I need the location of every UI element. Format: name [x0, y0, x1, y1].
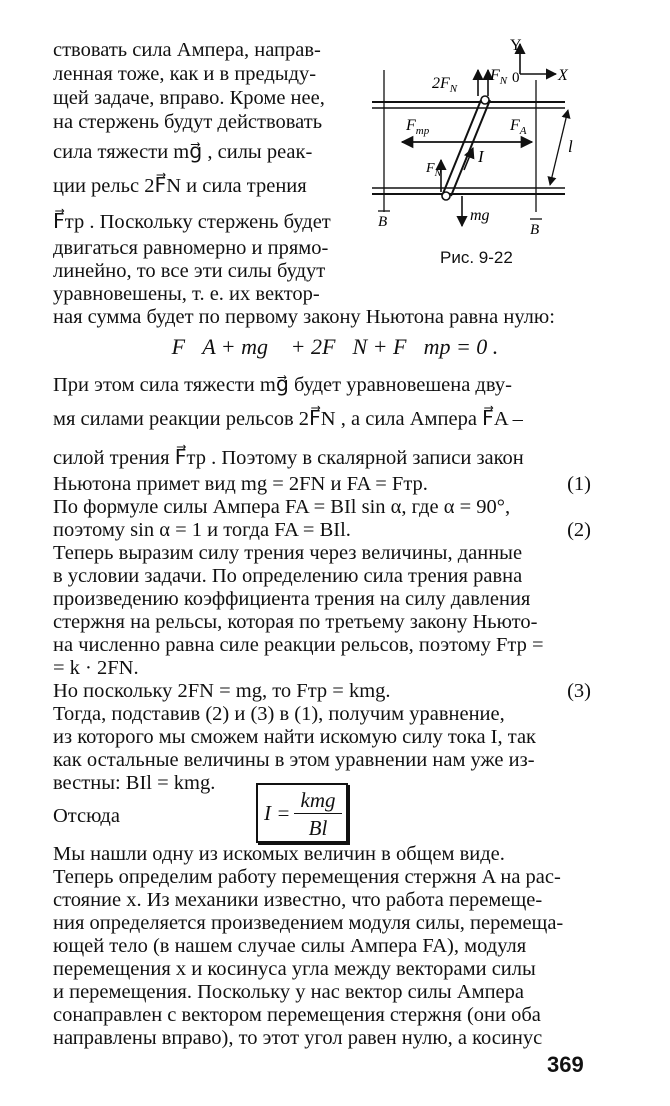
text-line: Ньютона примет вид mg = 2FN и FA = Fтр. (1) — [53, 473, 591, 495]
result-denominator: Bl — [308, 816, 328, 840]
text-line: Мы нашли одну из искомых величин в общем виде. — [53, 843, 505, 865]
text-line: линейно, то все эти силы будут — [53, 260, 326, 282]
text-line: из которого мы сможем найти искомую силу тока I, так — [53, 726, 537, 748]
text-line: ющей тело (в нашем случае силы Ампера FA), модуля — [53, 935, 527, 957]
x-axis-label: X — [558, 67, 568, 84]
fraction-bar — [294, 813, 342, 814]
b-right-label: B — [530, 222, 540, 238]
text-line: произведению коэффициента трения на силу давления — [53, 588, 531, 610]
text-line: вестны: BIl = kmg. — [53, 772, 216, 794]
text-line: При этом сила тяжести mg⃗ будет уравновешена дву- — [53, 374, 512, 396]
text-line: = k · 2FN. — [53, 657, 139, 679]
text-line: стояние x. Из механики известно, что работа перемеще- — [53, 889, 543, 911]
force-friction-label: $F_{тр}$ — [406, 117, 430, 137]
text-line: Но поскольку 2FN = mg, то Fтр = kmg. (3) — [53, 680, 591, 702]
text-line: перемещения x и косинуса угла между векторами силы — [53, 958, 536, 980]
text-line: ленная тоже, как и в предыду- — [53, 63, 317, 85]
force-fn-bottom-label: $F_N$ — [426, 161, 442, 179]
text-line: F⃗тр . Поскольку стержень будет — [53, 211, 331, 233]
text-line: ная сумма будет по первому закону Ньютона равна нулю: — [53, 306, 555, 328]
text-line: в условии задачи. По определению сила трения равна — [53, 565, 523, 587]
result-numerator: kmg — [300, 788, 336, 812]
result-label: Отсюда — [53, 805, 120, 827]
current-label: I — [478, 147, 484, 166]
text-line: направлены вправо), то этот угол равен нулю, а косинус — [53, 1027, 543, 1049]
result-lhs: I = — [264, 801, 291, 825]
text-line: поэтому sin α = 1 и тогда FA = BIl. (2) — [53, 519, 591, 541]
text-line: двигаться равномерно и прямо- — [53, 237, 329, 259]
page-number: 369 — [547, 1052, 584, 1077]
boxed-result-formula — [256, 783, 348, 843]
rod-top-contact — [481, 96, 489, 104]
text-line: на численно равна силе реакции рельсов, поэтому Fтр = — [53, 634, 544, 656]
origin-label: 0 — [512, 70, 520, 86]
text-line: ствовать сила Ампера, направ- — [53, 39, 321, 61]
text-line: мя силами реакции рельсов 2F⃗N , а сила Ампера F⃗A – — [53, 408, 523, 430]
length-arrow — [550, 110, 568, 185]
text-line: Теперь выразим силу трения через величины, данные — [53, 542, 523, 564]
text-line: щей задаче, вправо. Кроме нее, — [53, 87, 325, 109]
y-axis-label: Y — [510, 37, 522, 54]
text-line: По формуле силы Ампера FA = BIl sin α, где α = 90°, — [53, 496, 511, 518]
text-line: ния определяется произведением модуля силы, перемеща- — [53, 912, 564, 934]
text-line: Тогда, подставив (2) и (3) в (1), получим уравнение, — [53, 703, 505, 725]
text-line: сонаправлен с вектором перемещения стержня (они оба — [53, 1004, 541, 1026]
figure-9-22 — [360, 30, 580, 245]
text-line: стержня на рельсы, которая по третьему закону Ньюто- — [53, 611, 538, 633]
force-2fn-label: $2F_N$ — [432, 75, 458, 95]
text-line: как остальные величины в этом уравнении нам уже из- — [53, 749, 535, 771]
text-line: ции рельс 2F⃗N и сила трения — [53, 175, 307, 197]
rod-edge-1 — [442, 100, 481, 196]
figure-caption: Рис. 9-22 — [440, 248, 513, 267]
text-line: Теперь определим работу перемещения стержня A на рас- — [53, 866, 561, 888]
gravity-label: mg — [470, 207, 490, 224]
rod-edge-2 — [451, 100, 490, 196]
vector-equation: F⃗A + mg⃗ + 2F⃗N + F⃗тр = 0 . — [171, 334, 499, 359]
text-line: на стержень будут действовать — [53, 111, 323, 133]
length-label: l — [568, 137, 573, 156]
text-line: сила тяжести mg⃗ , силы реак- — [53, 141, 313, 163]
rod-bottom-contact — [442, 192, 450, 200]
text-line: уравновешены, т. е. их вектор- — [53, 283, 320, 305]
b-left-label: B — [378, 214, 388, 230]
force-ampere-label: $F_A$ — [510, 117, 527, 137]
text-line: силой трения F⃗тр . Поэтому в скалярной записи закон — [53, 447, 524, 469]
text-line: и перемещения. Поскольку у нас вектор силы Ампера — [53, 981, 524, 1003]
force-fn-label: $F_N$ — [490, 67, 508, 87]
